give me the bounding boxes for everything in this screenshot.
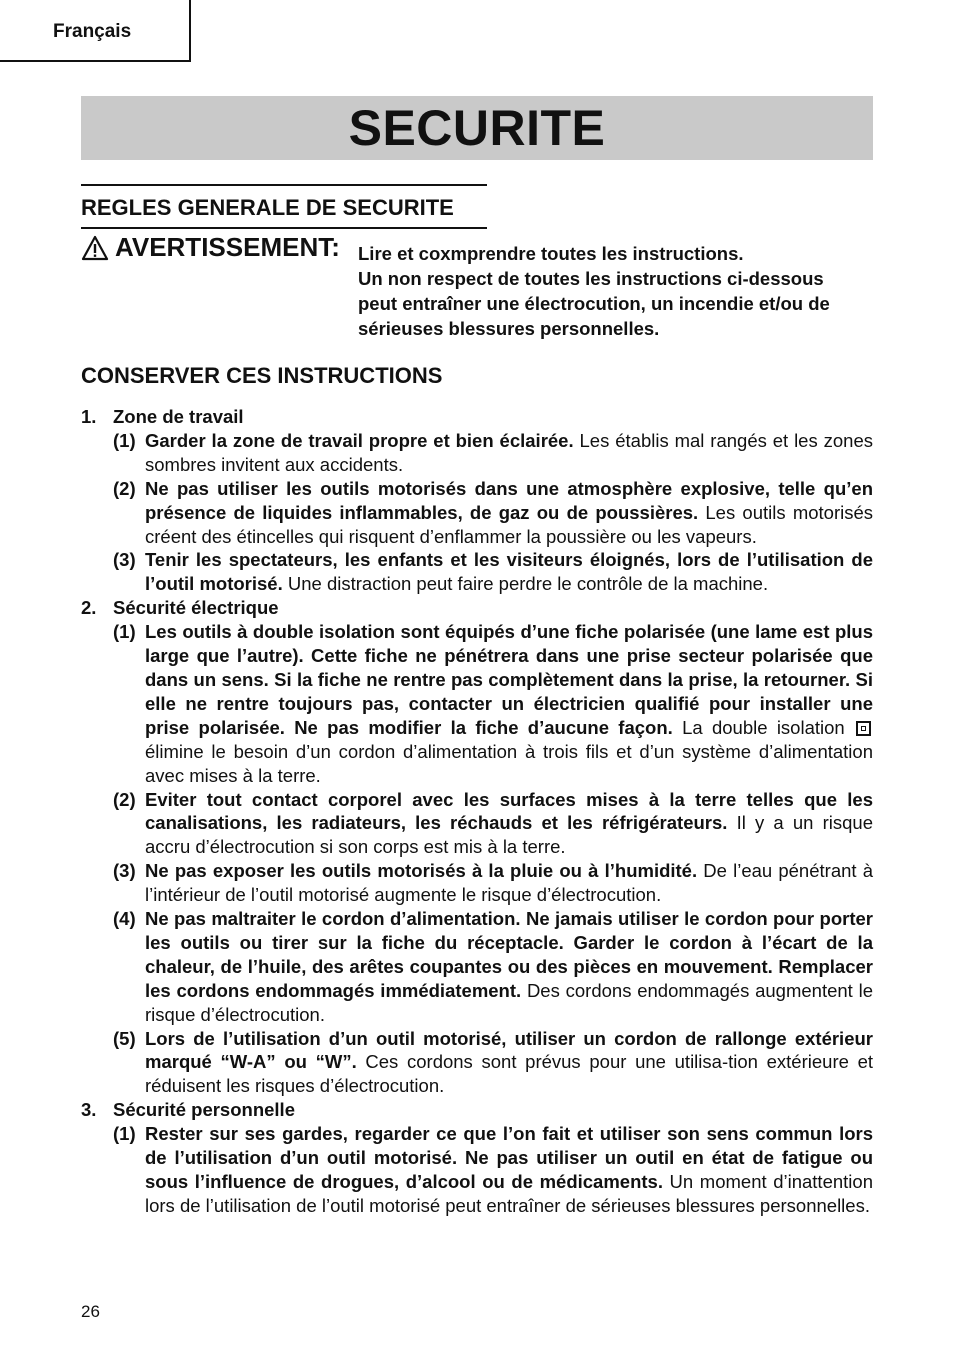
warning-label: AVERTISSEMENT: [115,232,340,262]
item-number: (3) [113,860,136,882]
rule-item [113,620,873,787]
item-text [145,429,873,477]
section-heading [81,405,873,429]
item-bold-text: Lors de l’utilisation d’un outil motorisé, utiliser un cordon de rallonge extérieur marqué “W-A” ou “W”. [145,1027,873,1073]
section-number: 1. [81,406,97,427]
item-bold-text: Ne pas utiliser les outils motorisés dans une atmosphère explosive, telle qu’en présence de liquides inflammables, de gaz ou de poussières. [145,477,873,523]
warning-triangle-icon [81,235,109,261]
item-plain-text: De l’eau pénétrant à l’intérieur de l’outil motorisé augmente le risque d’électrocution. [145,860,873,906]
rule-item [113,429,873,477]
item-bold-text: Rester sur ses gardes, regarder ce que l’on fait et utiliser son sens commun lors de l’utilisation d’un outil motorisé. Ne pas utiliser un outil en état de fatigue ou sous l’influence de drogues, d’alcool ou de médicaments. [145,1123,873,1192]
warning-label-group [81,232,340,263]
rule-item [113,548,873,596]
item-text [145,1122,873,1218]
rule-item [113,859,873,907]
item-bold-text: Tenir les spectateurs, les enfants et les visiteurs éloignés, lors de l’utilisation de l’outil motorisé. [145,549,873,595]
item-plain-text-after: élimine le besoin d’un cordon d’alimentation à trois fils et d’un système d’alimentation avec mises à la terre. [145,740,873,786]
item-text [145,548,873,596]
section-heading [81,596,873,620]
item-plain-text: Des cordons endommagés augmentent le risque d’électrocution. [145,979,873,1025]
item-text [145,907,873,1027]
item-bold-text: Les outils à double isolation sont équipés d’une fiche polarisée (une lame est plus large que l’autre). Cette fiche ne pénétrera dans une prise secteur polarisée que dans un sens. Si la fiche ne rentre pas complètement dans la prise, la retourner. Si elle ne rentre toujours pas, contacter un électricien qualifié pour installer une prise polarisée. Ne pas modifier la fiche d’aucune façon. [145,621,873,738]
item-plain-text: La double isolation [672,716,845,738]
item-number: (2) [113,788,136,810]
warning-line: sérieuses blessures personnelles. [358,318,660,339]
item-number: (1) [113,621,136,643]
language-tab [0,0,191,62]
item-text [145,477,873,549]
title-bar [81,96,873,160]
page-title: SECURITE [348,100,606,156]
safety-rules-list [81,405,873,1218]
item-plain-text: Il y a un risque accru d’électrocution si son corps est mis à la terre. [145,812,874,858]
warning-line: Un non respect de toutes les instructions ci-dessous [358,268,824,289]
double-insulation-icon [856,721,871,736]
item-number: (4) [113,908,136,930]
section-title: Sécurité personnelle [113,1099,295,1121]
item-bold-text: Ne pas exposer les outils motorisés à la pluie ou à l’humidité. [145,860,698,882]
section-title: Sécurité électrique [113,597,279,619]
item-bold-text: Garder la zone de travail propre et bien éclairée. [145,429,574,451]
warning-line: peut entraîner une électrocution, un incendie et/ou de [358,293,830,314]
rule-item [113,1122,873,1218]
item-number: (1) [113,429,136,451]
rule-item [113,477,873,549]
section-title: Zone de travail [113,406,244,427]
language-label: Français [53,21,132,42]
heading-rule-top [81,184,487,186]
section-number: 3. [81,1099,97,1121]
rule-item [113,788,873,860]
rule-item [113,1027,873,1099]
warning-text [358,241,874,341]
item-number: (5) [113,1027,136,1049]
item-text [145,859,873,907]
item-plain-text: Ces cordons sont prévus pour une utilisa-tion extérieure et réduisent les risques d’électrocution. [145,1051,874,1097]
item-plain-text: Les outils motorisés créent des étincelles qui risquent d’enflammer la poussière ou les vapeurs. [145,501,874,547]
item-bold-text: Eviter tout contact corporel avec les surfaces mises à la terre telles que les canalisations, les radiateurs, les réchauds et les réfrigérateurs. [145,788,873,834]
item-number: (1) [113,1123,136,1145]
keep-instructions-heading: CONSERVER CES INSTRUCTIONS [81,363,443,388]
rule-item [113,907,873,1027]
item-text [145,620,873,787]
section-number: 2. [81,597,97,619]
item-number: (2) [113,477,136,499]
general-rules-heading: REGLES GENERALE DE SECURITE [81,195,454,220]
section-heading [81,1098,873,1122]
item-plain-text: Les établis mal rangés et les zones sombres invitent aux accidents. [145,429,873,475]
warning-line: Lire et coxmprendre toutes les instructions. [358,243,744,264]
item-plain-text: Un moment d’inattention lors de l’utilisation de l’outil motorisé peut entraîner de sérieuses blessures personnelles. [145,1171,873,1216]
heading-rule-bottom [81,227,487,229]
item-number: (3) [113,549,136,571]
item-text [145,1027,873,1099]
item-bold-text: Ne pas maltraiter le cordon d’alimentation. Ne jamais utiliser le cordon pour porter les outils ou tirer sur la fiche du réceptacle. Garder le cordon à l’écart de la chaleur, de l’huile, des arêtes coupantes ou des pièces en mouvement. Remplacer les cordons endommagés immédiatement. [145,908,873,1001]
item-plain-text: Une distraction peut faire perdre le contrôle de la machine. [282,573,769,595]
page-number: 26 [81,1302,100,1321]
item-text [145,788,873,860]
